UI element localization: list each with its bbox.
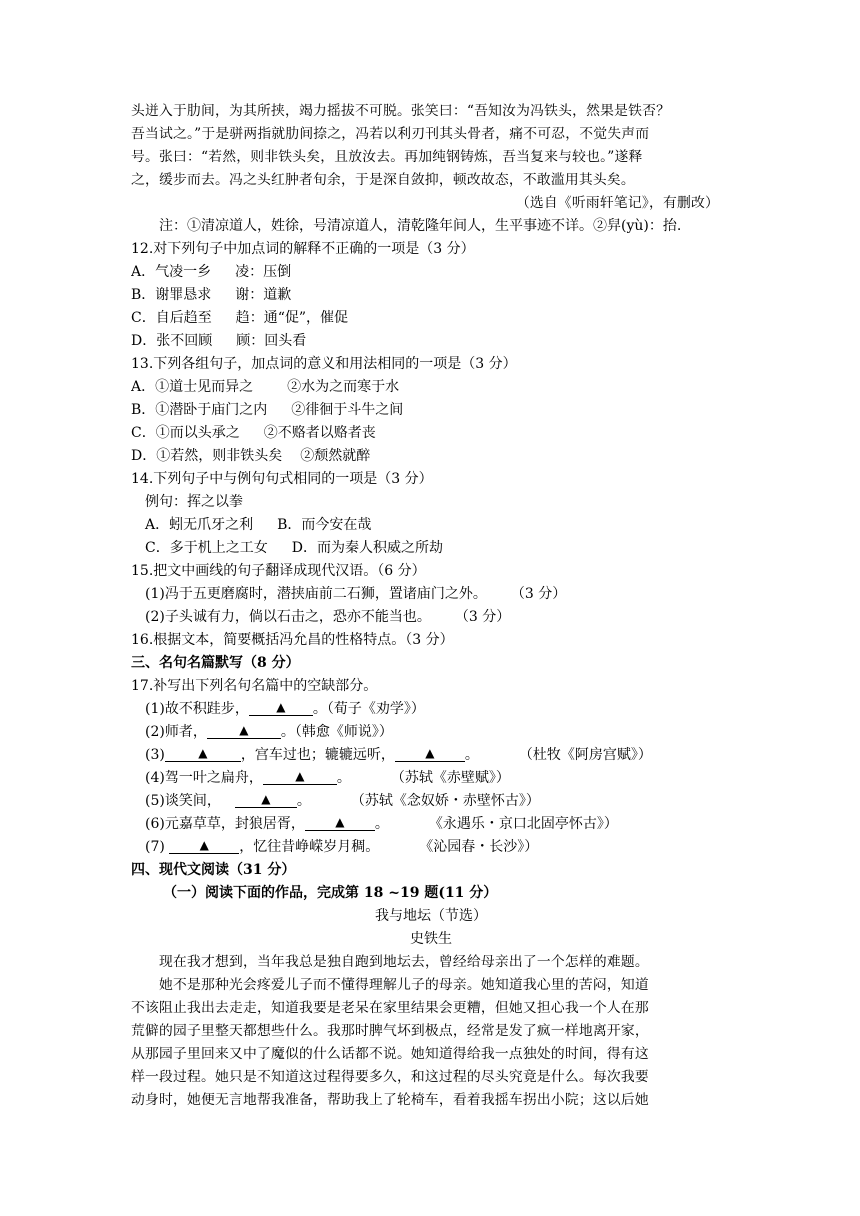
option-b: ②徘徊于斗牛之间 xyxy=(291,402,404,418)
q17-item: (6)元嘉草草，封狼居胥， ▲ 。 《永遇乐・京口北固亭怀古》） xyxy=(145,815,618,832)
q14-options-row xyxy=(131,537,731,560)
answer-blank[interactable]: ▲ xyxy=(235,791,297,808)
option-gloss: 顾：回头看 xyxy=(236,333,307,349)
option-b: ②颓然就醉 xyxy=(300,448,371,464)
q12-option xyxy=(131,284,731,307)
answer-blank[interactable]: ▲ xyxy=(305,814,375,831)
option-letter: C． xyxy=(131,425,156,441)
q17-item: (5)谈笑间， ▲ 。 （苏轼《念奴娇・赤壁怀古》） xyxy=(145,792,540,809)
option-letter: D． xyxy=(131,448,157,464)
q15-item-text: (2)子头诚有力，倘以石击之，恐亦不能当也。 xyxy=(145,609,431,625)
passage-source: （选自《听雨轩笔记》，有删改） xyxy=(515,195,719,211)
q15-stem: 15.把文中画线的句子翻译成现代汉语。（6 分） xyxy=(131,563,426,579)
q15-item-score: （3 分） xyxy=(510,586,567,602)
option-b: ②水为之而寒于水 xyxy=(287,379,400,395)
q13-option xyxy=(131,422,731,445)
q14-stem: 14.下列句子中与例句句式相同的一项是（3 分） xyxy=(131,471,433,487)
option-a: ①潜卧于庙门之内 xyxy=(155,402,268,418)
answer-blank[interactable]: ▲ xyxy=(263,768,337,785)
answer-blank[interactable]: ▲ xyxy=(249,699,313,716)
article-author: 史铁生 xyxy=(410,931,452,947)
option-b: ②不赂者以赂者丧 xyxy=(263,425,376,441)
q13-option xyxy=(131,399,731,422)
option-gloss: 趋：通“促”，催促 xyxy=(235,310,349,326)
article-line: 现在我才想到，当年我总是独自跑到地坛去，曾经给母亲出了一个怎样的难题。 xyxy=(159,954,649,970)
option-a: ①若然，则非铁头矣 xyxy=(156,448,283,464)
answer-blank[interactable]: ▲ xyxy=(165,745,241,762)
passage-line: 吾当试之。”于是骈两指就肋间捺之，冯若以利刃刊其头骨者，痛不可忍，不觉失声而 xyxy=(131,126,650,142)
article-line: 从那园子里回来又中了魔似的什么话都不说。她知道得给我一点独处的时间，得有这 xyxy=(131,1046,649,1062)
q12-option xyxy=(131,261,731,284)
q17-item: (1)故不积跬步， ▲ 。（荀子《劝学》） xyxy=(145,700,425,717)
q13-stem: 13.下列各组句子，加点词的意义和用法相同的一项是（3 分） xyxy=(131,356,517,372)
q16-stem: 16.根据文本，简要概括冯允昌的性格特点。（3 分） xyxy=(131,632,454,648)
q13-option xyxy=(131,445,731,468)
option-letter: B． xyxy=(131,402,156,418)
q17-item: (7) ▲ ，忆往昔峥嵘岁月稠。 《沁园春・长沙》） xyxy=(145,838,539,855)
q15-item-text: (1)冯于五更磨腐时，潜挟庙前二石狮，置诸庙门之外。 xyxy=(145,586,487,602)
article-line: 动身时，她便无言地帮我准备，帮助我上了轮椅车，看着我摇车拐出小院；这以后她 xyxy=(131,1092,649,1108)
option-text: 张不回顾 xyxy=(156,333,213,349)
article-line: 荒僻的园子里整天都想些什么。我那时脾气坏到极点，经常是发了疯一样地离开家， xyxy=(131,1023,649,1039)
option-text: 自后趋至 xyxy=(155,310,212,326)
q17-stem: 17.补写出下列名句名篇中的空缺部分。 xyxy=(131,678,378,694)
option-gloss: 凌：压倒 xyxy=(235,264,292,280)
answer-blank[interactable]: ▲ xyxy=(169,837,239,854)
option-letter: C． xyxy=(131,310,156,326)
q17-item: (3) ▲ ，宫车过也；辘辘远听， ▲ 。 （杜牧《阿房宫赋》） xyxy=(145,746,652,763)
exam-page xyxy=(131,100,731,1112)
article-line: 她不是那种光会疼爱儿子而不懂得理解儿子的母亲。她知道我心里的苦闷，知道 xyxy=(159,977,649,993)
q12-stem: 12.对下列句子中加点词的解释不正确的一项是（3 分） xyxy=(131,241,475,257)
answer-blank[interactable]: ▲ xyxy=(207,722,281,739)
section4-heading: 四、现代文阅读（31 分） xyxy=(131,862,296,878)
option-letter: A． xyxy=(131,379,156,395)
q15-item xyxy=(131,606,731,629)
passage-note: 注：①清凉道人，姓徐，号清凉道人，清乾隆年间人，生平事迹不详。②舁(yù)：抬. xyxy=(159,218,682,234)
option-d: D．而为秦人积威之所劫 xyxy=(291,540,443,556)
option-b: B．而今安在哉 xyxy=(277,517,372,533)
article-line: 不该阻止我出去走走，知道我要是老呆在家里结果会更糟，但她又担心我一个人在那 xyxy=(131,1000,649,1016)
article-line: 样一段过程。她只是不知道这过程得要多久，和这过程的尽头究竟是什么。每次我要 xyxy=(131,1069,649,1085)
q15-item xyxy=(131,583,731,606)
section3-heading: 三、名句名篇默写（8 分） xyxy=(131,655,300,671)
q12-option xyxy=(131,307,731,330)
passage-line: 号。张曰：“若然，则非铁头矣，且放汝去。再加纯钢铸炼，吾当复来与较也。”遂释 xyxy=(131,149,643,165)
passage-line: 头迸入于肋间，为其所挟，竭力摇拔不可脱。张笑曰：“吾知汝为冯铁头，然果是铁否？ xyxy=(131,103,671,119)
option-a: A．蚓无爪牙之利 xyxy=(145,517,254,533)
option-text: 谢罪恳求 xyxy=(155,287,212,303)
q14-example: 例句：挥之以拳 xyxy=(145,494,243,510)
option-c: C．多于机上之工女 xyxy=(145,540,268,556)
q17-item: (4)驾一叶之扁舟， ▲ 。 （苏轼《赤壁赋》） xyxy=(145,769,510,786)
q12-option xyxy=(131,330,731,353)
section4-subheading: （一）阅读下面的作品，完成第 18 ~19 题(11 分） xyxy=(163,885,498,901)
option-a: ①而以头承之 xyxy=(155,425,240,441)
q15-item-score: （3 分） xyxy=(454,609,511,625)
q14-options-row xyxy=(131,514,731,537)
option-letter: A． xyxy=(131,264,156,280)
option-text: 气凌一乡 xyxy=(155,264,212,280)
article-title: 我与地坛（节选） xyxy=(375,908,487,924)
option-a: ①道士见而异之 xyxy=(155,379,254,395)
option-letter: B． xyxy=(131,287,156,303)
q17-item: (2)师者， ▲ 。（韩愈《师说》） xyxy=(145,723,393,740)
option-letter: D． xyxy=(131,333,157,349)
q13-option xyxy=(131,376,731,399)
option-gloss: 谢：道歉 xyxy=(235,287,292,303)
passage-line: 之，缓步而去。冯之头红肿者旬余，于是深自敛抑，顿改故态，不敢滥用其头矣。 xyxy=(131,172,635,188)
answer-blank[interactable]: ▲ xyxy=(395,745,465,762)
